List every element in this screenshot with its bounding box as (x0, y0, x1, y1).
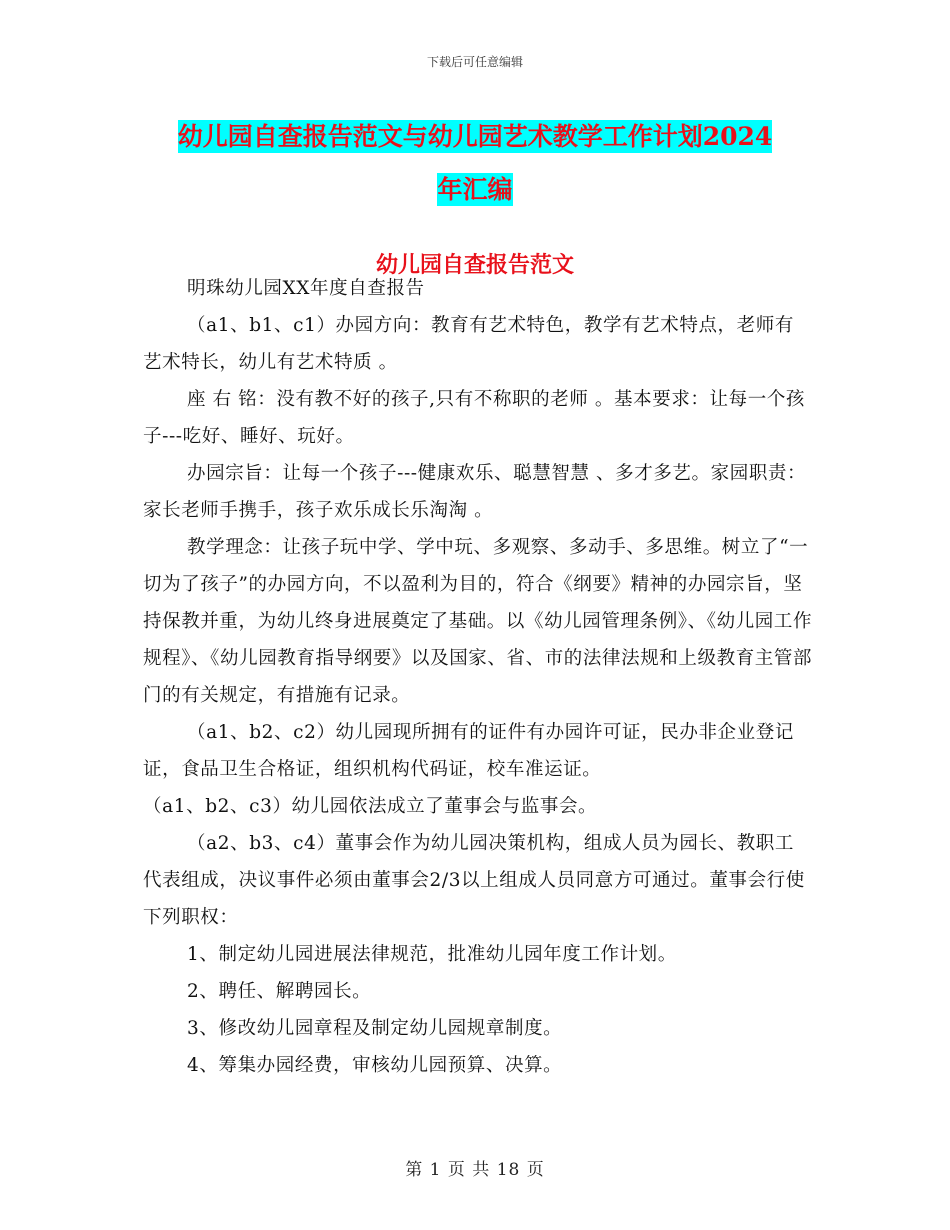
paragraph: （a1、b2、c3）幼儿园依法成立了董事会与监事会。 (143, 796, 598, 817)
paragraph: （a2、b3、c4）董事会作为幼儿园决策机构，组成人员为园长、教职工代表组成，决议事件必须由董事会2/3以上组成人员同意方可通过。董事会行使下列职权： (143, 833, 805, 928)
document-title (143, 110, 807, 216)
list-item: 2、聘任、解聘园长。 (187, 981, 372, 1002)
list-item: 3、修改幼儿园章程及制定幼儿园规章制度。 (187, 1018, 563, 1039)
title-line-1: 幼儿园自查报告范文与幼儿园艺术教学工作计划2024 (177, 122, 773, 151)
paragraph: 座 右 铭：没有教不好的孩子,只有不称职的老师 。基本要求：让每一个孩子---吃好、睡好、玩好。 (143, 389, 806, 447)
paragraph: 办园宗旨：让每一个孩子---健康欢乐、聪慧智慧 、多才多艺。家园职责：家长老师手携手，孩子欢乐成长乐淘淘 。 (143, 463, 807, 521)
section-title: 幼儿园自查报告范文 (375, 252, 574, 278)
document-body (143, 270, 813, 1084)
page-number-footer: 第 1 页 共 18 页 (405, 1160, 545, 1180)
paragraph: （a1、b1、c1）办园方向：教育有艺术特色，教学有艺术特点，老师有艺术特长，幼儿有艺术特质 。 (143, 315, 794, 373)
paragraph: 明珠幼儿园XX年度自查报告 (187, 278, 425, 299)
header-note: 下载后可任意编辑 (426, 55, 523, 69)
list-item: 1、制定幼儿园进展法律规范，批准幼儿园年度工作计划。 (187, 944, 677, 965)
paragraph: （a1、b2、c2）幼儿园现所拥有的证件有办园许可证，民办非企业登记证，食品卫生合格证，组织机构代码证，校车准运证。 (143, 722, 794, 780)
title-line-2: 年汇编 (437, 175, 513, 204)
list-item: 4、筹集办园经费，审核幼儿园预算、决算。 (187, 1055, 563, 1076)
paragraph: 教学理念：让孩子玩中学、学中玩、多观察、多动手、多思维。树立了“一切为了孩子”的办园方向，不以盈利为目的，符合《纲要》精神的办园宗旨，坚持保教并重，为幼儿终身进展奠定了基础。以《幼儿园管理条例》、《幼儿园工作规程》、《幼儿园教育指导纲要》以及国家、省、市的法律法规和上级教育主管部门的有关规定，有措施有记录。 (143, 537, 813, 706)
